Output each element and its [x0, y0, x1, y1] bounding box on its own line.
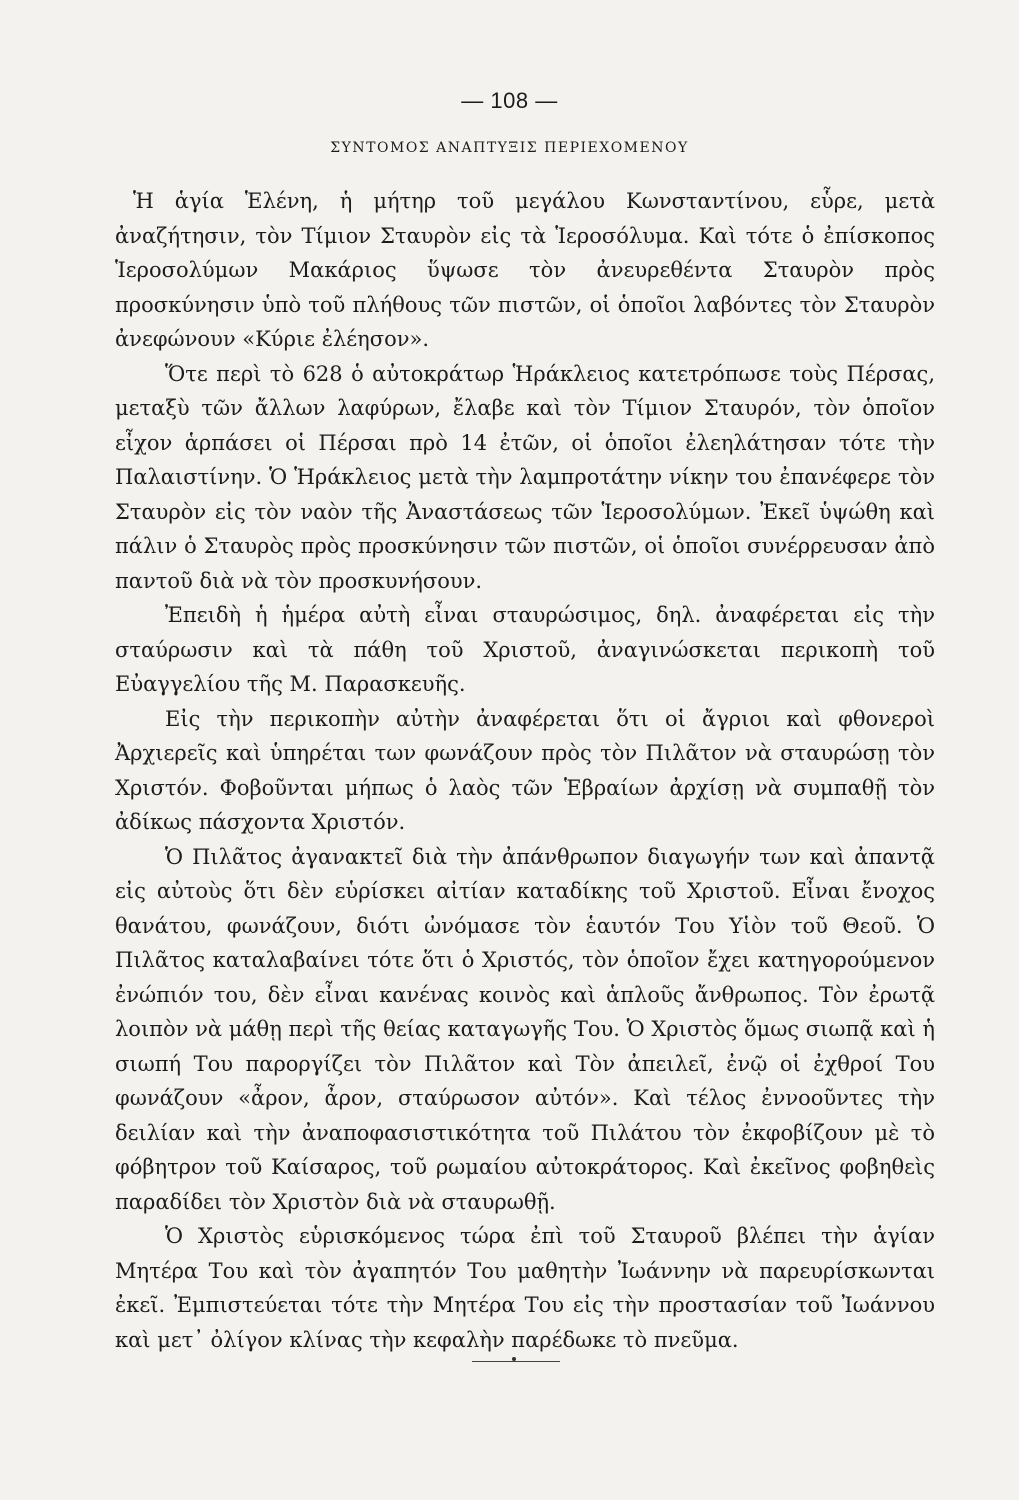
- page-number: — 108 —: [461, 88, 558, 113]
- paragraph: Ὁ Πιλᾶτος ἀγανακτεῖ διὰ τὴν ἀπάνθρωπον διαγωγήν των καὶ ἀπαντᾷ εἰς αὐτοὺς ὅτι δὲν εὑρίσκει αἰτίαν καταδίκης τοῦ Χριστοῦ. Εἶναι ἔνοχος θανάτου, φωνάζουν, διότι ὠνόμασε τὸν ἑαυτόν Του Υἱὸν τοῦ Θεοῦ. Ὁ Πιλᾶτος καταλαβαίνει τότε ὅτι ὁ Χριστός, τὸν ὁποῖον ἔχει κατηγορούμενον ἐνώπιόν του, δὲν εἶναι κανένας κοινὸς καὶ ἁπλοῦς ἄνθρωπος. Τὸν ἐρωτᾷ λοιπὸν νὰ μάθῃ περὶ τῆς θείας καταγωγῆς Του. Ὁ Χριστὸς ὅμως σιωπᾷ καὶ ἡ σιωπή Του παροργίζει τὸν Πιλᾶτον καὶ Τὸν ἀπειλεῖ, ἐνῷ οἱ ἐχθροί Του φωνάζουν «ἆρον, ἆρον, σταύρωσον αὐτόν». Καὶ τέλος ἐννοοῦντες τὴν δειλίαν καὶ τὴν ἀναποφασιστικότητα τοῦ Πιλάτου τὸν ἐκφοβίζουν μὲ τὸ φόβητρον τοῦ Καίσαρος, τοῦ ρωμαίου αὐτοκράτορος. Καὶ ἐκεῖνος φοβηθεὶς παραδίδει τὸν Χριστὸν διὰ νὰ σταυρωθῇ.: [115, 844, 935, 1214]
- paragraph: Ἡ ἁγία Ἑλένη, ἡ μήτηρ τοῦ μεγάλου Κωνσταντίνου, εὗρε, μετὰ ἀναζήτησιν, τὸν Τίμιον Σταυρὸν εἰς τὰ Ἱεροσόλυμα. Καὶ τότε ὁ ἐπίσκοπος Ἱεροσολύμων Μακάριος ὕψωσε τὸν ἀνευρεθέντα Σταυρὸν πρὸς προσκύνησιν ὑπὸ τοῦ πλήθους τῶν πιστῶν, οἱ ὁποῖοι λαβόντες τὸν Σταυρὸν ἀνεφώνουν «Κύριε ἐλέησον».: [115, 189, 935, 351]
- paragraph: Ἐπειδὴ ἡ ἡμέρα αὐτὴ εἶναι σταυρώσιμος, δηλ. ἀναφέρεται εἰς τὴν σταύρωσιν καὶ τὰ πάθη τοῦ Χριστοῦ, ἀναγινώσκεται περικοπὴ τοῦ Εὐαγγελίου τῆς Μ. Παρασκευῆς.: [115, 603, 935, 696]
- page-heading: ΣΥΝΤΟΜΟΣ ΑΝΑΠΤΥΞΙΣ ΠΕΡΙΕΧΟΜΕΝΟΥ: [330, 140, 689, 156]
- end-rule-dot: [512, 1357, 516, 1361]
- body-text: [115, 184, 935, 1357]
- paragraph: Εἰς τὴν περικοπὴν αὐτὴν ἀναφέρεται ὅτι οἱ ἄγριοι καὶ φθονεροὶ Ἀρχιερεῖς καὶ ὑπηρέται των φωνάζουν πρὸς τὸν Πιλᾶτον νὰ σταυρώσῃ τὸν Χριστόν. Φοβοῦνται μήπως ὁ λαὸς τῶν Ἑβραίων ἀρχίσῃ νὰ συμπαθῇ τὸν ἀδίκως πάσχοντα Χριστόν.: [115, 706, 935, 834]
- paragraph: Ὅτε περὶ τὸ 628 ὁ αὐτοκράτωρ Ἡράκλειος κατετρόπωσε τοὺς Πέρσας, μεταξὺ τῶν ἄλλων λαφύρων, ἔλαβε καὶ τὸν Τίμιον Σταυρόν, τὸν ὁποῖον εἶχον ἁρπάσει οἱ Πέρσαι πρὸ 14 ἐτῶν, οἱ ὁποῖοι ἐλεηλάτησαν τότε τὴν Παλαιστίνην. Ὁ Ἡράκλειος μετὰ τὴν λαμπροτάτην νίκην του ἐπανέφερε τὸν Σταυρὸν εἰς τὸν ναὸν τῆς Ἀναστάσεως τῶν Ἱεροσολύμων. Ἐκεῖ ὑψώθη καὶ πάλιν ὁ Σταυρὸς πρὸς προσκύνησιν τῶν πιστῶν, οἱ ὁποῖοι συνέρρευσαν ἀπὸ παντοῦ διὰ νὰ τὸν προσκυνήσουν.: [115, 361, 935, 593]
- end-rule-divider: [472, 1361, 560, 1362]
- paragraph: Ὁ Χριστὸς εὑρισκόμενος τώρα ἐπὶ τοῦ Σταυροῦ βλέπει τὴν ἁγίαν Μητέρα Του καὶ τὸν ἀγαπητόν Του μαθητὴν Ἰωάννην νὰ παρευρίσκωνται ἐκεῖ. Ἐμπιστεύεται τότε τὴν Μητέρα Του εἰς τὴν προστασίαν τοῦ Ἰωάννου καὶ μετ᾽ ὀλίγον κλίνας τὴν κεφαλὴν παρέδωκε τὸ πνεῦμα.: [115, 1224, 935, 1352]
